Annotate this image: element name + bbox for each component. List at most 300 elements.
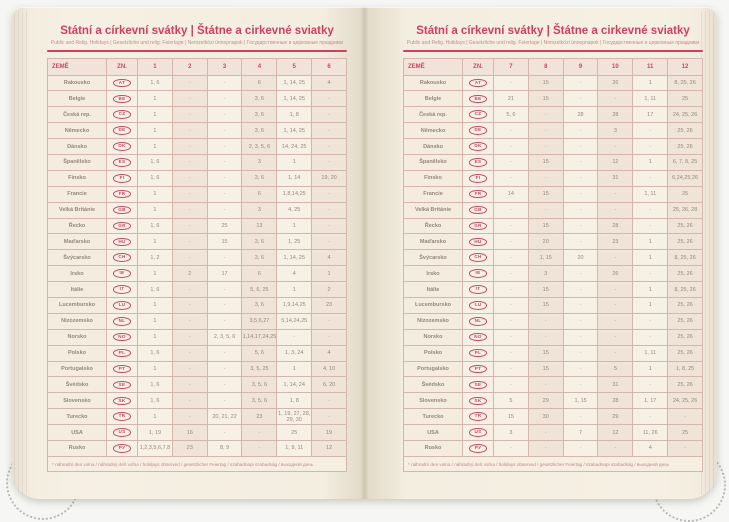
- month-cell: 25: [277, 425, 312, 441]
- month-cell: -: [598, 250, 633, 266]
- country-name: Německo: [404, 123, 463, 139]
- month-cell: 1: [633, 154, 668, 170]
- month-cell: 31: [598, 377, 633, 393]
- month-cell: 1, 6: [138, 75, 173, 91]
- month-cell: -: [598, 297, 633, 313]
- month-cell: -: [598, 313, 633, 329]
- month-cell: 2: [312, 282, 347, 298]
- month-cell: 1, 8: [277, 393, 312, 409]
- page-subtitle: Public and Relig. Holidays | Gesetzliche und relig. Feiertage | Nemzetközi ünnepnapok | Государственные и церковные праздники: [406, 40, 700, 46]
- month-cell: -: [494, 139, 529, 155]
- month-cell: 15: [528, 297, 563, 313]
- month-cell: -: [633, 313, 668, 329]
- month-cell: -: [598, 282, 633, 298]
- country-code-badge: SE: [113, 381, 131, 390]
- table-row: [48, 329, 347, 345]
- month-cell: 15: [528, 218, 563, 234]
- country-code-badge: AT: [113, 79, 131, 88]
- country-code-badge: IT: [469, 285, 487, 294]
- month-cell: 1: [138, 202, 173, 218]
- table-row: [404, 425, 703, 441]
- country-code-cell: [463, 218, 494, 234]
- month-cell: -: [207, 154, 242, 170]
- month-cell: 25: [668, 91, 703, 107]
- month-cell: 6: [242, 186, 277, 202]
- month-cell: 26: [598, 75, 633, 91]
- country-code-cell: [463, 361, 494, 377]
- country-code-badge: NL: [113, 317, 131, 326]
- country-code-cell: [107, 75, 138, 91]
- month-cell: 26: [598, 266, 633, 282]
- month-cell: 25: [207, 218, 242, 234]
- month-cell: 23: [172, 440, 207, 456]
- month-cell: 3: [494, 425, 529, 441]
- country-code-badge: FI: [113, 174, 131, 183]
- country-code-cell: [463, 266, 494, 282]
- country-code-badge: DK: [469, 142, 487, 151]
- country-name: Rakousko: [48, 75, 107, 91]
- month-cell: -: [528, 139, 563, 155]
- country-code-badge: HU: [113, 238, 131, 247]
- month-cell: -: [207, 202, 242, 218]
- table-row: [48, 409, 347, 425]
- month-cell: -: [563, 123, 598, 139]
- month-cell: 1, 25: [277, 234, 312, 250]
- month-cell: 4: [312, 345, 347, 361]
- month-cell: -: [242, 440, 277, 456]
- month-cell: -: [312, 393, 347, 409]
- month-cell: -: [172, 361, 207, 377]
- month-cell: 8, 25, 26: [668, 75, 703, 91]
- month-cell: 2: [172, 266, 207, 282]
- month-cell: 24, 25, 26: [668, 393, 703, 409]
- country-code-badge: BE: [469, 95, 487, 104]
- month-cell: -: [207, 170, 242, 186]
- month-cell: -: [528, 329, 563, 345]
- month-cell: -: [172, 91, 207, 107]
- page-title: Státní a církevní svátky | Štátne a cirkevné sviatky: [60, 25, 334, 37]
- month-cell: 25, 26: [668, 329, 703, 345]
- month-cell: 19: [312, 425, 347, 441]
- month-cell: 1, 14, 25: [277, 91, 312, 107]
- column-header-country: ZEMĚ: [48, 58, 107, 75]
- table-row: [48, 218, 347, 234]
- month-cell: -: [528, 170, 563, 186]
- month-cell: 3, 6: [242, 250, 277, 266]
- month-cell: 3,5,6,27: [242, 313, 277, 329]
- country-name: Francie: [404, 186, 463, 202]
- month-cell: -: [494, 361, 529, 377]
- country-code-cell: [463, 282, 494, 298]
- column-header-month-5: 5: [277, 58, 312, 75]
- country-name: Rusko: [48, 440, 107, 456]
- column-header-month-8: 8: [528, 58, 563, 75]
- month-cell: -: [598, 345, 633, 361]
- month-cell: 17: [207, 266, 242, 282]
- month-cell: 1,2,3,5,6,7,8: [138, 440, 173, 456]
- month-cell: 1, 8, 25: [668, 361, 703, 377]
- country-code-cell: [463, 75, 494, 91]
- month-cell: -: [633, 218, 668, 234]
- month-cell: -: [172, 313, 207, 329]
- month-cell: 1, 3, 24: [277, 345, 312, 361]
- month-cell: 3, 6: [242, 91, 277, 107]
- country-name: Turecko: [48, 409, 107, 425]
- country-code-cell: [463, 409, 494, 425]
- month-cell: -: [207, 313, 242, 329]
- month-cell: 19, 20: [312, 170, 347, 186]
- month-cell: 1: [277, 154, 312, 170]
- month-cell: 15: [528, 186, 563, 202]
- column-header-month-12: 12: [668, 58, 703, 75]
- month-cell: 3, 5, 6: [242, 393, 277, 409]
- country-code-badge: NO: [469, 333, 487, 342]
- country-code-badge: PT: [113, 365, 131, 374]
- month-cell: 7: [563, 425, 598, 441]
- month-cell: -: [494, 282, 529, 298]
- footnote: * náhradní den volna / náhradný deň voľna / holidays observed / gesetzlicher Feiertag / szabadnapi szabadság / выходной день: [47, 457, 347, 472]
- country-code-badge: GB: [469, 206, 487, 215]
- month-cell: 4, 10: [312, 361, 347, 377]
- month-cell: -: [312, 218, 347, 234]
- country-name: Nizozemsko: [48, 313, 107, 329]
- month-cell: -: [563, 361, 598, 377]
- country-name: Norsko: [404, 329, 463, 345]
- month-cell: 20: [563, 250, 598, 266]
- table-row: [404, 107, 703, 123]
- month-cell: -: [312, 123, 347, 139]
- month-cell: -: [312, 409, 347, 425]
- country-code-cell: [107, 218, 138, 234]
- month-cell: -: [563, 186, 598, 202]
- country-code-cell: [107, 139, 138, 155]
- month-cell: -: [207, 361, 242, 377]
- title-rule: [47, 50, 347, 52]
- country-code-cell: [463, 313, 494, 329]
- table-row: [404, 266, 703, 282]
- table-row: [404, 123, 703, 139]
- country-code-cell: [463, 440, 494, 456]
- month-cell: -: [172, 170, 207, 186]
- month-cell: 1: [138, 361, 173, 377]
- table-row: [404, 377, 703, 393]
- month-cell: -: [494, 250, 529, 266]
- table-row: [404, 313, 703, 329]
- month-cell: -: [172, 393, 207, 409]
- month-cell: 3: [242, 202, 277, 218]
- month-cell: 5,14,24,25: [277, 313, 312, 329]
- month-cell: 1: [138, 186, 173, 202]
- month-cell: 1, 6: [138, 393, 173, 409]
- month-cell: -: [563, 139, 598, 155]
- table-row: [48, 440, 347, 456]
- page-subtitle: Public and Relig. Holidays | Gesetzliche und relig. Feiertage | Nemzetközi ünnepnapok | Государственные и церковные праздники: [50, 40, 344, 46]
- table-row: [404, 91, 703, 107]
- month-cell: -: [172, 123, 207, 139]
- month-cell: 2, 3, 5, 6: [242, 139, 277, 155]
- month-cell: -: [598, 329, 633, 345]
- month-cell: 6: [242, 75, 277, 91]
- month-cell: 12: [312, 440, 347, 456]
- column-header-month-9: 9: [563, 58, 598, 75]
- month-cell: -: [563, 154, 598, 170]
- country-name: Irsko: [404, 266, 463, 282]
- country-code-cell: [107, 202, 138, 218]
- month-cell: 25, 26: [668, 297, 703, 313]
- month-cell: 4: [633, 440, 668, 456]
- month-cell: -: [207, 91, 242, 107]
- table-row: [48, 123, 347, 139]
- month-cell: -: [494, 234, 529, 250]
- country-code-badge: TR: [113, 412, 131, 421]
- month-cell: -: [563, 409, 598, 425]
- month-cell: 1, 17: [633, 393, 668, 409]
- country-name: Velká Británie: [48, 202, 107, 218]
- country-code-badge: GR: [113, 222, 131, 231]
- month-cell: -: [494, 313, 529, 329]
- month-cell: 1: [138, 139, 173, 155]
- month-cell: 21: [494, 91, 529, 107]
- country-code-badge: FR: [113, 190, 131, 199]
- country-name: Belgie: [48, 91, 107, 107]
- table-row: [404, 345, 703, 361]
- table-row: [48, 377, 347, 393]
- country-code-cell: [107, 282, 138, 298]
- table-row: [48, 107, 347, 123]
- month-cell: -: [563, 218, 598, 234]
- country-code-cell: [107, 361, 138, 377]
- month-cell: -: [528, 377, 563, 393]
- column-header-month-1: 1: [138, 58, 173, 75]
- month-cell: -: [494, 345, 529, 361]
- month-cell: -: [563, 234, 598, 250]
- country-code-badge: FR: [469, 190, 487, 199]
- month-cell: 1: [633, 361, 668, 377]
- month-cell: -: [207, 425, 242, 441]
- month-cell: -: [598, 440, 633, 456]
- month-cell: -: [172, 218, 207, 234]
- country-code-badge: NL: [469, 317, 487, 326]
- country-name: Řecko: [404, 218, 463, 234]
- month-cell: 1,14,17,24,25: [242, 329, 277, 345]
- month-cell: 15: [207, 234, 242, 250]
- month-cell: 1: [138, 234, 173, 250]
- country-code-badge: LU: [113, 301, 131, 310]
- country-code-cell: [463, 170, 494, 186]
- table-row: [48, 250, 347, 266]
- country-name: USA: [48, 425, 107, 441]
- month-cell: 6,24,25,26: [668, 170, 703, 186]
- column-header-month-3: 3: [207, 58, 242, 75]
- country-code-cell: [107, 345, 138, 361]
- month-cell: -: [207, 393, 242, 409]
- month-cell: -: [494, 75, 529, 91]
- month-cell: -: [563, 329, 598, 345]
- country-name: Francie: [48, 186, 107, 202]
- month-cell: 29: [528, 393, 563, 409]
- month-cell: 15: [528, 345, 563, 361]
- country-name: Nizozemsko: [404, 313, 463, 329]
- month-cell: -: [563, 75, 598, 91]
- country-name: Irsko: [48, 266, 107, 282]
- country-name: Řecko: [48, 218, 107, 234]
- month-cell: 8, 25, 26: [668, 250, 703, 266]
- month-cell: -: [312, 107, 347, 123]
- month-cell: 1, 11: [633, 345, 668, 361]
- month-cell: -: [598, 91, 633, 107]
- month-cell: -: [598, 139, 633, 155]
- month-cell: 1, 15: [563, 393, 598, 409]
- month-cell: 16: [172, 425, 207, 441]
- country-code-cell: [463, 139, 494, 155]
- month-cell: 1,8,14,25: [277, 186, 312, 202]
- month-cell: 1, 19, 27, 28, 29, 30: [278, 410, 311, 423]
- country-name: Rusko: [404, 440, 463, 456]
- country-code-badge: FI: [469, 174, 487, 183]
- column-header-code: ZN.: [463, 58, 494, 75]
- table-row: [48, 282, 347, 298]
- country-code-badge: РУ: [469, 444, 487, 453]
- month-cell: -: [528, 425, 563, 441]
- month-cell: 4: [312, 75, 347, 91]
- country-code-cell: [107, 329, 138, 345]
- month-cell: -: [528, 107, 563, 123]
- month-cell: 25, 26: [668, 266, 703, 282]
- country-code-badge: TR: [469, 412, 487, 421]
- month-cell: 25, 26: [668, 345, 703, 361]
- month-cell: -: [563, 202, 598, 218]
- country-name: Lucembursko: [404, 297, 463, 313]
- month-cell: -: [172, 409, 207, 425]
- country-code-cell: [463, 393, 494, 409]
- month-cell: 5, 6, 25: [242, 282, 277, 298]
- table-row: [404, 440, 703, 456]
- table-row: [48, 75, 347, 91]
- month-cell: 1, 14, 25: [277, 123, 312, 139]
- table-row: [48, 297, 347, 313]
- month-cell: -: [668, 409, 703, 425]
- month-cell: 28: [598, 107, 633, 123]
- month-cell: 23: [242, 409, 277, 425]
- month-cell: 1, 11: [633, 91, 668, 107]
- month-cell: -: [172, 139, 207, 155]
- month-cell: -: [633, 202, 668, 218]
- month-cell: 3, 6: [242, 170, 277, 186]
- month-cell: 31: [598, 170, 633, 186]
- country-name: Dánsko: [404, 139, 463, 155]
- country-code-cell: [107, 123, 138, 139]
- country-name: Švýcarsko: [404, 250, 463, 266]
- month-cell: -: [563, 440, 598, 456]
- country-code-badge: US: [469, 428, 487, 437]
- column-header-month-2: 2: [172, 58, 207, 75]
- month-cell: 25, 26: [668, 377, 703, 393]
- country-code-cell: [463, 234, 494, 250]
- country-name: Velká Británie: [404, 202, 463, 218]
- country-name: Španělsko: [48, 154, 107, 170]
- country-name: Švýcarsko: [48, 250, 107, 266]
- month-cell: 1, 15: [528, 250, 563, 266]
- country-code-cell: [463, 123, 494, 139]
- country-code-badge: IE: [469, 269, 487, 278]
- month-cell: 1: [633, 297, 668, 313]
- country-code-cell: [107, 425, 138, 441]
- month-cell: -: [172, 297, 207, 313]
- country-code-cell: [107, 440, 138, 456]
- month-cell: -: [312, 202, 347, 218]
- country-code-badge: IT: [113, 285, 131, 294]
- country-code-badge: CH: [113, 253, 131, 262]
- column-header-country: ZEMĚ: [404, 58, 463, 75]
- month-cell: -: [312, 234, 347, 250]
- month-cell: -: [633, 123, 668, 139]
- country-code-cell: [463, 377, 494, 393]
- country-name: Španělsko: [404, 154, 463, 170]
- month-cell: -: [494, 266, 529, 282]
- country-code-cell: [107, 154, 138, 170]
- column-header-month-7: 7: [494, 58, 529, 75]
- month-cell: 14: [494, 186, 529, 202]
- left-page: [47, 15, 347, 472]
- country-name: Slovensko: [404, 393, 463, 409]
- month-cell: 1, 6: [138, 154, 173, 170]
- month-cell: 4: [312, 250, 347, 266]
- month-cell: -: [172, 75, 207, 91]
- table-row: [404, 186, 703, 202]
- month-cell: -: [207, 282, 242, 298]
- month-cell: -: [207, 123, 242, 139]
- month-cell: 1: [138, 123, 173, 139]
- country-code-badge: SK: [469, 397, 487, 406]
- country-code-badge: AT: [469, 79, 487, 88]
- country-name: Polsko: [404, 345, 463, 361]
- country-name: Švédsko: [404, 377, 463, 393]
- month-cell: -: [598, 186, 633, 202]
- month-cell: 3, 6: [242, 297, 277, 313]
- month-cell: 1, 14, 25: [277, 75, 312, 91]
- table-row: [404, 329, 703, 345]
- month-cell: -: [563, 91, 598, 107]
- month-cell: -: [172, 186, 207, 202]
- country-code-badge: РУ: [113, 444, 131, 453]
- month-cell: 5: [598, 361, 633, 377]
- country-code-badge: HU: [469, 238, 487, 247]
- month-cell: -: [494, 377, 529, 393]
- month-cell: -: [563, 313, 598, 329]
- month-cell: -: [668, 440, 703, 456]
- table-row: [48, 393, 347, 409]
- month-cell: 8, 25, 26: [668, 282, 703, 298]
- month-cell: 15: [528, 282, 563, 298]
- month-cell: -: [528, 123, 563, 139]
- holidays-table-months-7-12: [403, 58, 703, 457]
- table-row: [404, 218, 703, 234]
- month-cell: 1: [633, 282, 668, 298]
- country-code-cell: [107, 409, 138, 425]
- month-cell: 1: [277, 218, 312, 234]
- month-cell: 1: [633, 234, 668, 250]
- country-name: Maďarsko: [48, 234, 107, 250]
- month-cell: 8, 9: [207, 440, 242, 456]
- month-cell: 24, 25, 26: [668, 107, 703, 123]
- country-name: Česká rep.: [404, 107, 463, 123]
- month-cell: 25: [668, 186, 703, 202]
- country-code-cell: [107, 377, 138, 393]
- country-name: Česká rep.: [48, 107, 107, 123]
- country-code-cell: [107, 250, 138, 266]
- month-cell: 5: [494, 393, 529, 409]
- country-code-badge: PL: [113, 349, 131, 358]
